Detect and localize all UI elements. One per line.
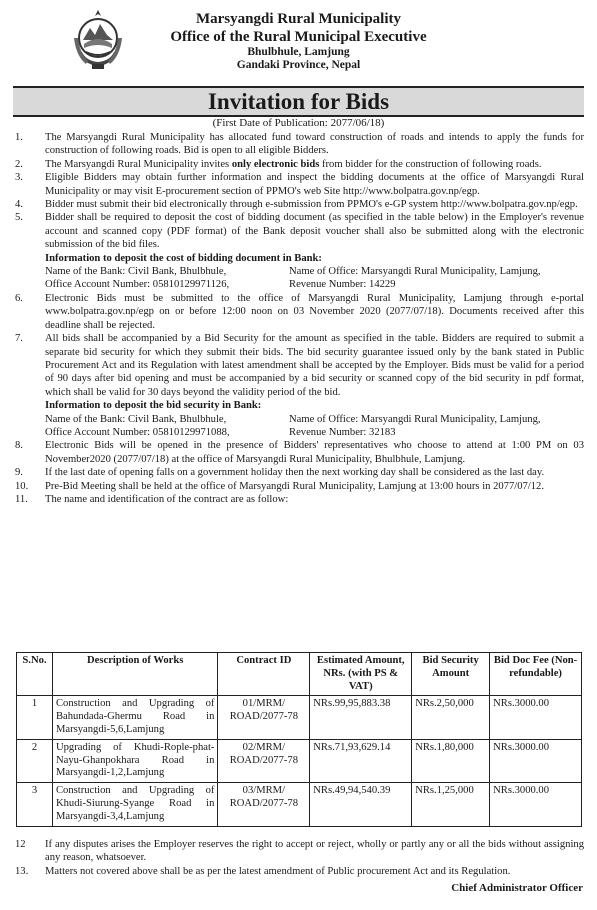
bank-doc-info — [13, 252, 584, 292]
item-text: If any disputes arises the Employer reserves the right to accept or reject, wholly or partly any or all the bids without assigning any reason, whatsoever. — [45, 839, 584, 864]
column-header-description: Description of Works — [52, 653, 217, 696]
item-number: 12 — [15, 839, 26, 850]
item-text-post: from bidder for the construction of following roads. — [319, 158, 542, 170]
item-number: 1. — [15, 132, 23, 143]
title-band — [13, 86, 584, 117]
item-number: 3. — [15, 172, 23, 184]
municipality-name: Marsyangdi Rural Municipality — [195, 11, 401, 27]
bank-doc-account-number: Office Account Number: 05810129971126, — [45, 279, 230, 291]
table-header-row — [17, 653, 582, 696]
item-text: Bidder must submit their bid electronically through e-submission from PPMO's e-GP system http://www.bolpatra.gov.np/egp. — [45, 199, 578, 211]
item-number: 5. — [15, 212, 23, 224]
column-header-bid-doc-fee: Bid Doc Fee (Non-refundable) — [490, 653, 582, 696]
bank-security-account-number: Office Account Number: 05810129971088, — [45, 426, 230, 438]
notice-item-12 — [13, 838, 584, 865]
column-header-estimated-amount: Estimated Amount, NRs. (with PS & VAT) — [310, 653, 412, 696]
table-row — [17, 783, 582, 826]
cell-estimated-amount: NRs.49,94,540.39 — [310, 783, 412, 826]
office-name: Office of the Rural Municipal Executive — [170, 29, 427, 45]
item-number: 8. — [15, 440, 23, 452]
bank-doc-revenue-number: Revenue Number: 14229 — [289, 279, 396, 291]
item-number: 13. — [15, 865, 29, 877]
cell-bid-doc-fee: NRs.3000.00 — [490, 739, 582, 782]
item-number: 11. — [15, 493, 28, 505]
item-text: All bids shall be accompanied by a Bid Security for the amount as specified in the table. Bidders are required to submit a separate bid security for which they submit their bids. The bid security guarantee issued only by the bank stated in Public Procurement Act and its Regulation with latest amendment shall be accepted by the Employer. Bids must be valid for a period of 90 days after bid opening and must be accompanied by a bid security or scanned copy of the bid security in pdf format, which shall be valid for 30 days beyond the validity period of the bid. — [45, 333, 584, 398]
notice-item-4 — [13, 198, 584, 211]
notice-item-6 — [13, 292, 584, 332]
notice-items — [13, 131, 584, 506]
column-header-bid-security: Bid Security Amount — [412, 653, 490, 696]
cell-bid-doc-fee: NRs.3000.00 — [490, 783, 582, 826]
notice-item-3 — [13, 171, 584, 198]
item-text: Bidder shall be required to deposit the cost of bidding document (as specified in the table below) in the Employer's revenue account and scanned copy (PDF format) of the Bank deposit voucher shall also be submitted along with the electronic submission of the bid files. — [45, 212, 584, 251]
item-number: 2. — [15, 158, 23, 170]
notice-item-9 — [13, 466, 584, 479]
item-number: 9. — [15, 467, 23, 479]
item-text: Pre-Bid Meeting shall be held at the office of Marsyangdi Rural Municipality, Lamjung at 13:00 hours in 2077/07/12. — [45, 480, 544, 492]
office-location: Bhulbhule, Lamjung — [247, 46, 350, 58]
item-text-pre: The Marsyangdi Rural Municipality invites — [45, 158, 232, 170]
letterhead — [0, 10, 597, 72]
notice-item-1 — [13, 131, 584, 158]
footer-items — [13, 838, 584, 878]
item-number: 6. — [15, 292, 23, 304]
cell-description: Construction and Upgrading of Bahundada-Ghermu Road in Marsyangdi-5,6,Lamjung — [52, 696, 217, 739]
column-header-contract-id: Contract ID — [218, 653, 310, 696]
column-header-sno: S.No. — [17, 653, 53, 696]
bank-doc-title: Information to deposit the cost of bidding document in Bank: — [45, 252, 322, 264]
item-text: Electronic Bids will be opened in the presence of Bidders' representatives who choose to attend at 1:00 PM on 03 November2020 (2077/07/18) at the office of Marsyangdi Rural Municipality, Bhulbhule, Lamjung. — [45, 440, 584, 465]
cell-sno: 3 — [17, 783, 53, 826]
bank-doc-bank-name: Name of the Bank: Civil Bank, Bhulbhule, — [45, 266, 227, 278]
cell-bid-doc-fee: NRs.3000.00 — [490, 696, 582, 739]
notice-item-8 — [13, 439, 584, 466]
cell-contract-id: 02/MRM/ ROAD/2077-78 — [218, 739, 310, 782]
publication-date: (First Date of Publication: 2077/06/18) — [212, 117, 385, 129]
cell-contract-id: 01/MRM/ ROAD/2077-78 — [218, 696, 310, 739]
item-text: Eligible Bidders may obtain further information and inspect the bidding documents at the office of Marsyangdi Rural Municipality or may visit E-procurement section of PPMO's web Site http://www.bolpatra.gov.np/egp. — [45, 172, 584, 197]
cell-contract-id: 03/MRM/ ROAD/2077-78 — [218, 783, 310, 826]
cell-bid-security: NRs.2,50,000 — [412, 696, 490, 739]
cell-estimated-amount: NRs.71,93,629.14 — [310, 739, 412, 782]
notice-item-10 — [13, 480, 584, 493]
bank-security-title: Information to deposit the bid security in Bank: — [45, 400, 262, 412]
signatory-title: Chief Administrator Officer — [451, 882, 583, 894]
cell-sno: 2 — [17, 739, 53, 782]
notice-item-5 — [13, 211, 584, 251]
notice-item-2 — [13, 158, 584, 171]
item-text: Matters not covered above shall be as per the latest amendment of Public procurement Act and its Regulation. — [45, 865, 511, 877]
item-number: 7. — [15, 333, 23, 345]
bank-security-revenue-number: Revenue Number: 32183 — [289, 426, 396, 438]
cell-bid-security: NRs.1,80,000 — [412, 739, 490, 782]
province-location: Gandaki Province, Nepal — [236, 59, 361, 71]
item-text-bold: only electronic bids — [231, 158, 320, 170]
item-text: If the last date of opening falls on a government holiday then the next working day shall be considered as the last day. — [45, 467, 545, 479]
item-text: The Marsyangdi Rural Municipality has allocated fund toward construction of roads and intends to apply the funds for construction of following roads. Bid is open to all eligible Bidders. — [45, 132, 584, 157]
cell-description: Upgrading of Khudi-Rople-phat- Nayu-Ghanpokhara Road in Marsyangdi-1,2,Lamjung — [52, 739, 217, 782]
bank-security-info — [13, 399, 584, 439]
bank-doc-office-name: Name of Office: Marsyangdi Rural Municipality, Lamjung, — [289, 266, 541, 278]
table-row — [17, 739, 582, 782]
table-row — [17, 696, 582, 739]
item-text: Electronic Bids must be submitted to the office of Marsyangdi Rural Municipality, Lamjung through e-portal www.bolpatra.gov.np/egp on or before 12:00 noon on 03 November 2020 (2077/07/18). Documents received after this deadline shall be rejected. — [45, 292, 584, 331]
notice-item-11 — [13, 493, 584, 506]
item-text: The name and identification of the contract are as follow: — [45, 493, 289, 505]
contract-table — [16, 652, 582, 827]
notice-item-13 — [13, 865, 584, 878]
cell-bid-security: NRs.1,25,000 — [412, 783, 490, 826]
item-number: 10. — [15, 480, 29, 492]
notice-title: Invitation for Bids — [207, 89, 390, 114]
notice-item-7 — [13, 332, 584, 399]
cell-estimated-amount: NRs.99,95,883.38 — [310, 696, 412, 739]
cell-sno: 1 — [17, 696, 53, 739]
cell-description: Construction and Upgrading of Khudi-Siurung-Syange Road in Marsyangdi-3,4,Lamjung — [52, 783, 217, 826]
bank-security-office-name: Name of Office: Marsyangdi Rural Municipality, Lamjung, — [289, 413, 541, 425]
bank-security-bank-name: Name of the Bank: Civil Bank, Bhulbhule, — [45, 413, 227, 425]
item-number: 4. — [15, 199, 23, 211]
